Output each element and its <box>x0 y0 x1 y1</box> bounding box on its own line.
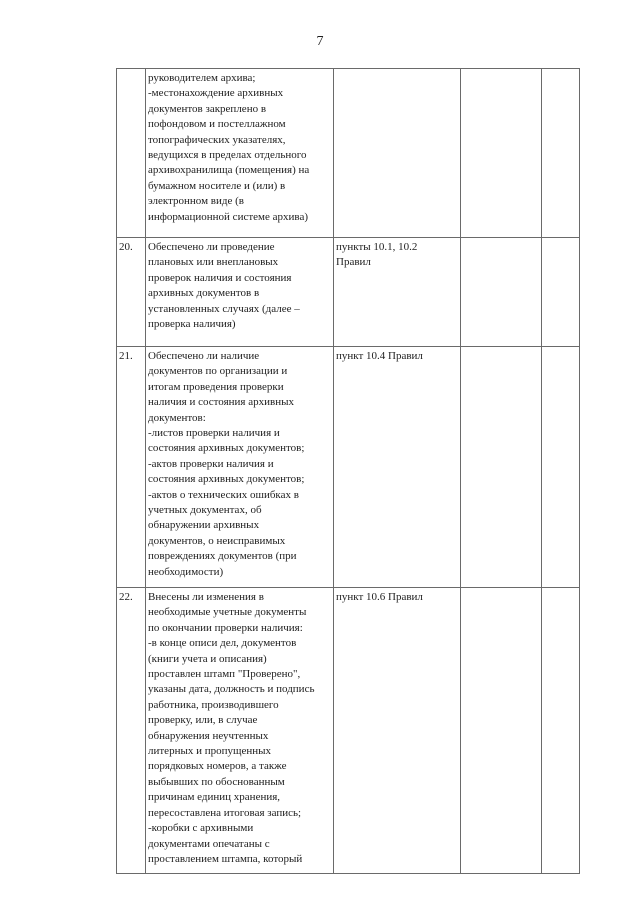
question-line: выбывших по обоснованным <box>148 775 285 788</box>
question-line: указаны дата, должность и подпись <box>148 683 315 696</box>
checklist-table <box>116 68 580 874</box>
item-number: 22. <box>117 588 146 874</box>
question-line: обнаружения неучтенных <box>148 729 269 742</box>
question-line: проверка наличия) <box>148 318 236 331</box>
reference-cell <box>334 347 461 588</box>
question-line: по окончании проверки наличия: <box>148 621 303 634</box>
question-line: причинам единиц хранения, <box>148 791 281 804</box>
question-line: -местонахождение архивных <box>148 87 284 100</box>
question-line: учетных документах, об <box>148 504 262 517</box>
question-line: проверок наличия и состояния <box>148 271 292 284</box>
question-line: Внесены ли изменения в <box>148 591 264 603</box>
question-line: бумажном носителе и (или) в <box>148 179 286 192</box>
question-line: -в конце описи дел, документов <box>148 637 297 650</box>
question-line: электронном виде (в <box>148 195 244 208</box>
question-line: пофондовом и постеллажном <box>148 118 286 131</box>
question-cell <box>146 588 334 874</box>
table-row <box>117 588 580 874</box>
table-body <box>117 69 580 874</box>
question-line: необходимые учетные документы <box>148 606 307 619</box>
question-line: литерных и пропущенных <box>148 745 272 758</box>
page-number: 7 <box>316 34 324 49</box>
question-line: ведущихся в пределах отдельного <box>148 149 307 162</box>
question-line: документов, о неисправимых <box>148 534 286 547</box>
question-line: проставлением штампа, который <box>148 852 303 865</box>
question-line: плановых или внеплановых <box>148 256 279 269</box>
item-number: 21. <box>117 347 146 588</box>
question-line: архивохранилища (помещения) на <box>148 164 310 177</box>
question-line: порядковых номеров, а также <box>148 760 287 773</box>
question-line: топографических указателях, <box>148 133 286 146</box>
question-line: -актов проверки наличия и <box>148 457 274 470</box>
item-number: 20. <box>117 238 146 347</box>
table-row <box>117 69 580 238</box>
answer-cell <box>461 347 542 588</box>
question-line: установленных случаях (далее – <box>148 302 300 315</box>
reference-line: Правил <box>336 256 371 269</box>
answer-cell <box>461 69 542 238</box>
question-line: архивных документов в <box>148 287 260 300</box>
question-line: обнаружении архивных <box>148 519 260 532</box>
question-line: проставлен штамп "Проверено", <box>148 668 301 681</box>
reference-line: пункт 10.6 Правил <box>336 591 423 603</box>
question-line: документами опечатаны с <box>148 837 270 850</box>
table-row <box>117 238 580 347</box>
note-cell <box>542 588 580 874</box>
question-line: документов по организации и <box>148 365 288 378</box>
question-line: проверку, или, в случае <box>148 714 258 727</box>
question-line: работника, производившего <box>148 698 279 711</box>
question-line: документов закреплено в <box>148 102 267 115</box>
question-line: повреждениях документов (при <box>148 550 297 563</box>
question-cell <box>146 347 334 588</box>
reference-line: пункты 10.1, 10.2 <box>336 241 418 253</box>
question-line: Обеспечено ли проведение <box>148 241 275 253</box>
question-line: документов: <box>148 411 206 424</box>
reference-cell <box>334 238 461 347</box>
question-cell <box>146 69 334 238</box>
answer-cell <box>461 238 542 347</box>
question-line: (книги учета и описания) <box>148 652 267 665</box>
question-line: итогам проведения проверки <box>148 380 284 393</box>
question-line: -актов о технических ошибках в <box>148 488 299 501</box>
item-number <box>117 69 146 238</box>
question-line: пересоставлена итоговая запись; <box>148 806 302 819</box>
reference-line: пункт 10.4 Правил <box>336 350 423 362</box>
question-line: руководителем архива; <box>148 72 256 84</box>
question-line: -коробки с архивными <box>148 822 254 835</box>
note-cell <box>542 347 580 588</box>
question-line: необходимости) <box>148 565 224 578</box>
reference-cell <box>334 588 461 874</box>
question-cell <box>146 238 334 347</box>
table-row <box>117 347 580 588</box>
question-line: состояния архивных документов; <box>148 442 305 455</box>
note-cell <box>542 238 580 347</box>
question-line: Обеспечено ли наличие <box>148 350 260 362</box>
answer-cell <box>461 588 542 874</box>
question-line: наличия и состояния архивных <box>148 396 294 409</box>
question-line: информационной системе архива) <box>148 210 308 223</box>
reference-cell <box>334 69 461 238</box>
question-line: состояния архивных документов; <box>148 473 305 486</box>
note-cell <box>542 69 580 238</box>
question-line: -листов проверки наличия и <box>148 427 280 440</box>
